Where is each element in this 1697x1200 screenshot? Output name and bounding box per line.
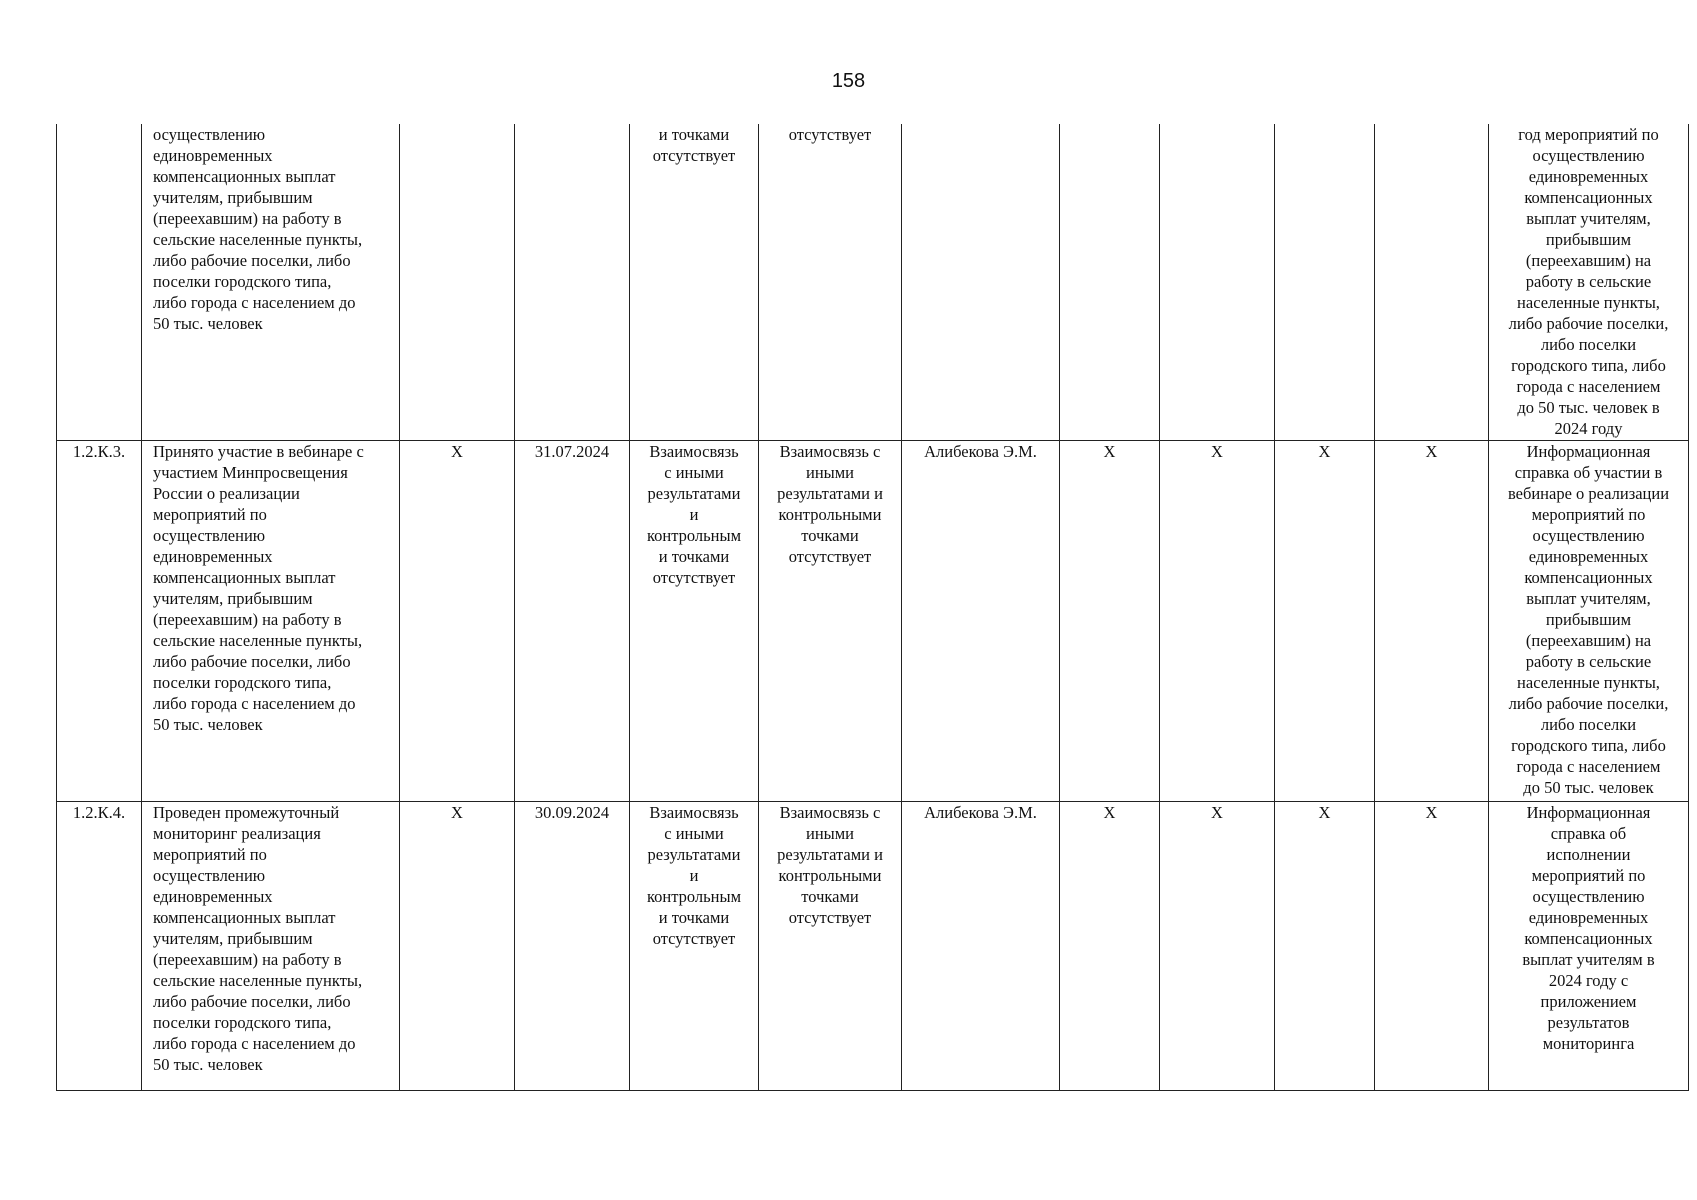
table-row bbox=[57, 440, 1689, 801]
row-link-next: отсутствует bbox=[759, 124, 902, 440]
row-cell-2 bbox=[1160, 124, 1275, 440]
row-end-date: 30.09.2024 bbox=[515, 801, 630, 1090]
row-end-date bbox=[515, 124, 630, 440]
row-cell-1: X bbox=[1060, 440, 1160, 801]
row-start-date bbox=[400, 124, 515, 440]
row-description: осуществлению единовременных компенсационных выплат учителям, прибывшим (переехавшим) на работу в сельские населенные пункты, либо рабочие поселки, либо поселки городского типа, либо города с населением до 50 тыс. человек bbox=[142, 124, 400, 440]
row-start-date: X bbox=[400, 440, 515, 801]
row-cell-1 bbox=[1060, 124, 1160, 440]
row-link-next: Взаимосвязь с иными результатами и контрольными точками отсутствует bbox=[759, 801, 902, 1090]
row-responsible: Алибекова Э.М. bbox=[902, 440, 1060, 801]
row-description: Принято участие в вебинаре с участием Минпросвещения России о реализации мероприятий по осуществлению единовременных компенсационных выплат учителям, прибывшим (переехавшим) на работу в сельские населенные пункты, либо рабочие поселки, либо поселки городского типа, либо города с населением до 50 тыс. человек bbox=[142, 440, 400, 801]
row-start-date: X bbox=[400, 801, 515, 1090]
row-link-previous: Взаимосвязь с иными результатами и контрольным и точками отсутствует bbox=[630, 801, 759, 1090]
table-row bbox=[57, 124, 1689, 440]
row-link-previous: Взаимосвязь с иными результатами и контрольным и точками отсутствует bbox=[630, 440, 759, 801]
row-cell-4 bbox=[1375, 124, 1489, 440]
row-cell-4: X bbox=[1375, 801, 1489, 1090]
row-cell-3 bbox=[1275, 124, 1375, 440]
row-link-previous: и точками отсутствует bbox=[630, 124, 759, 440]
row-code: 1.2.К.3. bbox=[57, 440, 142, 801]
row-cell-2: X bbox=[1160, 440, 1275, 801]
row-result: год мероприятий по осуществлению единовременных компенсационных выплат учителям, прибывшим (переехавшим) на работу в сельские населенные пункты, либо рабочие поселки, либо поселки городского типа, либо города с населением до 50 тыс. человек в 2024 году bbox=[1489, 124, 1689, 440]
row-cell-2: X bbox=[1160, 801, 1275, 1090]
row-responsible bbox=[902, 124, 1060, 440]
row-cell-4: X bbox=[1375, 440, 1489, 801]
row-responsible: Алибекова Э.М. bbox=[902, 801, 1060, 1090]
row-description: Проведен промежуточный мониторинг реализация мероприятий по осуществлению единовременных компенсационных выплат учителям, прибывшим (переехавшим) на работу в сельские населенные пункты, либо рабочие поселки, либо поселки городского типа, либо города с населением до 50 тыс. человек bbox=[142, 801, 400, 1090]
row-result: Информационная справка об исполнении мероприятий по осуществлению единовременных компенсационных выплат учителям в 2024 году с приложением результатов мониторинга bbox=[1489, 801, 1689, 1090]
row-link-next: Взаимосвязь с иными результатами и контрольными точками отсутствует bbox=[759, 440, 902, 801]
row-code bbox=[57, 124, 142, 440]
table-row bbox=[57, 801, 1689, 1090]
page-number: 158 bbox=[831, 70, 866, 92]
row-end-date: 31.07.2024 bbox=[515, 440, 630, 801]
plan-table bbox=[56, 124, 1689, 1091]
row-cell-3: X bbox=[1275, 801, 1375, 1090]
row-cell-1: X bbox=[1060, 801, 1160, 1090]
row-result: Информационная справка об участии в вебинаре о реализации мероприятий по осуществлению единовременных компенсационных выплат учителям, прибывшим (переехавшим) на работу в сельские населенные пункты, либо рабочие поселки, либо поселки городского типа, либо города с населением до 50 тыс. человек bbox=[1489, 440, 1689, 801]
row-cell-3: X bbox=[1275, 440, 1375, 801]
row-code: 1.2.К.4. bbox=[57, 801, 142, 1090]
